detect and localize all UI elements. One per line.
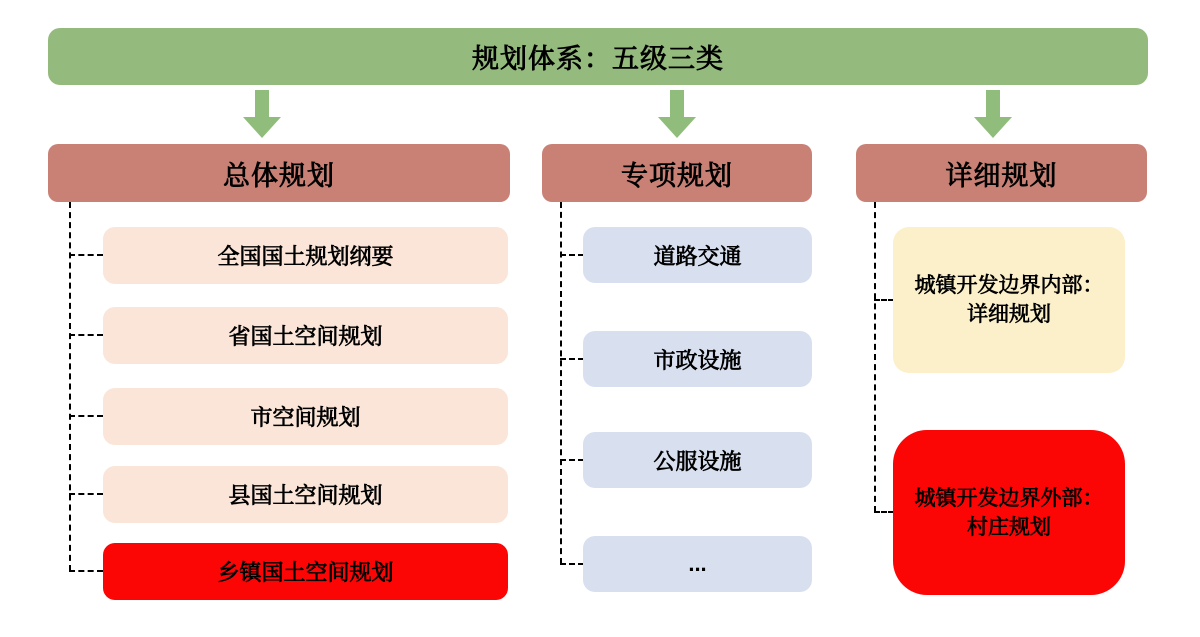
down-arrow-icon	[243, 90, 281, 138]
column-header-special-planning	[542, 144, 812, 202]
connector-line	[69, 254, 103, 256]
connector-line	[560, 459, 584, 461]
plan-item-national-land-outline	[103, 227, 508, 284]
connector-line	[69, 415, 103, 417]
plan-item-line2: 村庄规划	[967, 515, 1051, 539]
plan-item-outside-urban-boundary	[893, 430, 1125, 595]
down-arrow-icon	[658, 90, 696, 138]
plan-item-label: 公服设施	[653, 448, 742, 474]
column-header-overall-planning	[48, 144, 510, 202]
connector-line	[69, 202, 71, 571]
column-header-label: 专项规划	[621, 160, 733, 191]
arrow-stem	[670, 90, 684, 117]
connector-line	[560, 358, 584, 360]
plan-item-inside-urban-boundary	[893, 227, 1125, 373]
plan-item-label: ...	[688, 551, 707, 576]
plan-item-county-spatial-plan	[103, 466, 508, 523]
arrow-stem	[255, 90, 269, 117]
plan-item-line1: 城镇开发边界内部：	[914, 274, 1104, 297]
plan-item-label: 市政设施	[653, 347, 742, 373]
connector-line	[560, 202, 562, 564]
connector-line	[560, 563, 584, 565]
arrow-head	[658, 117, 696, 138]
plan-item-road-traffic	[583, 227, 812, 283]
plan-item-label: 省国土空间规划	[228, 324, 383, 349]
column-header-detailed-planning	[856, 144, 1147, 202]
connector-line	[560, 254, 584, 256]
down-arrow-icon	[974, 90, 1012, 138]
connector-line	[874, 299, 894, 301]
plan-item-line1: 城镇开发边界外部：	[914, 486, 1104, 510]
diagram-title: 规划体系：五级三类	[472, 44, 724, 74]
arrow-head	[974, 117, 1012, 138]
diagram-title-banner	[48, 28, 1148, 85]
plan-item-township-spatial-plan	[103, 543, 508, 600]
plan-item-municipal-facilities	[583, 331, 812, 387]
plan-item-provincial-spatial-plan	[103, 307, 508, 364]
plan-item-ellipsis	[583, 536, 812, 592]
plan-item-label: 道路交通	[653, 243, 742, 269]
plan-item-public-service-facilities	[583, 432, 812, 488]
column-header-label: 详细规划	[945, 160, 1058, 191]
plan-item-label: 乡镇国土空间规划	[217, 560, 394, 585]
plan-item-city-spatial-plan	[103, 388, 508, 445]
connector-line	[69, 334, 103, 336]
plan-item-line2: 详细规划	[967, 303, 1051, 326]
column-header-label: 总体规划	[223, 160, 335, 191]
arrow-stem	[986, 90, 1000, 117]
plan-item-label: 市空间规划	[250, 405, 361, 430]
connector-line	[874, 511, 894, 513]
connector-line	[69, 493, 103, 495]
plan-item-label: 县国土空间规划	[228, 483, 383, 508]
plan-item-label: 全国国土规划纲要	[217, 244, 394, 269]
connector-line	[874, 202, 876, 512]
arrow-head	[243, 117, 281, 138]
connector-line	[69, 570, 103, 572]
